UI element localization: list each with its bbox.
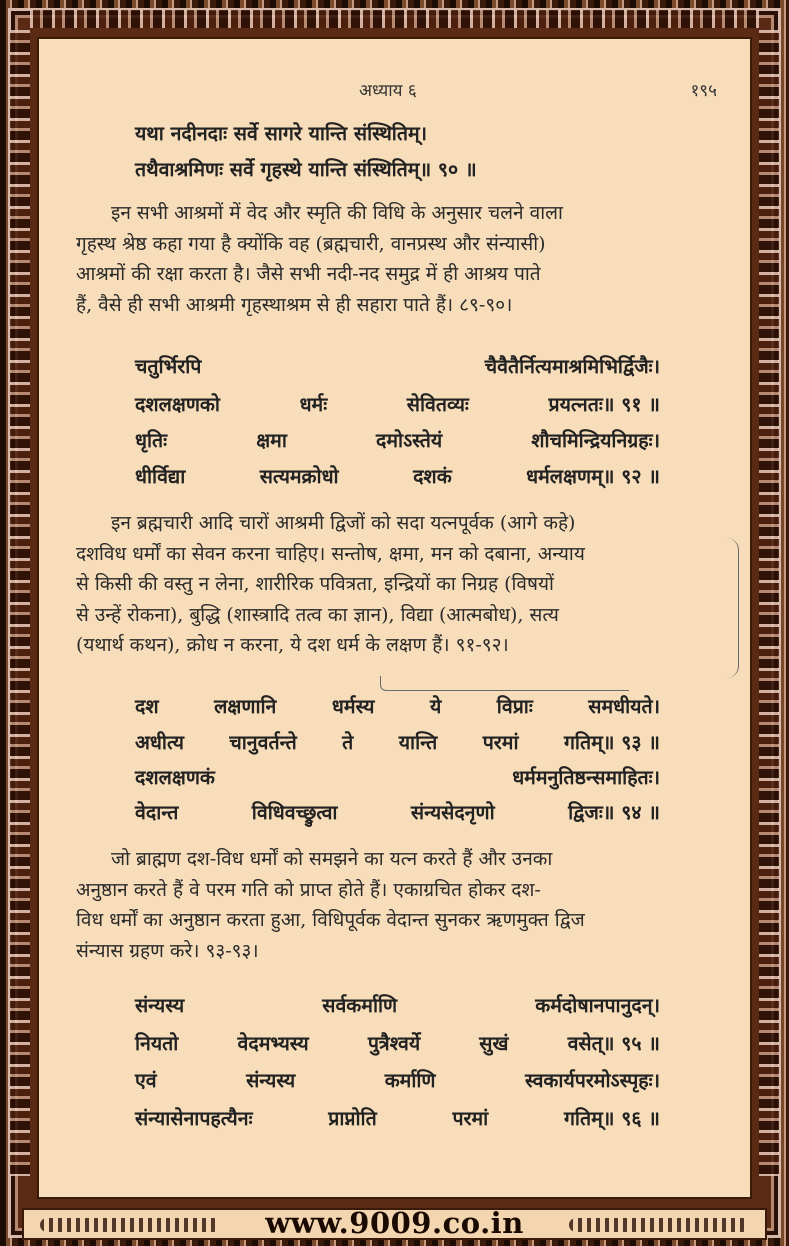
verse-word: परमां <box>482 731 519 754</box>
verse-word: प्राप्नोति <box>328 1107 377 1130</box>
verse-word: चतुर्भिरपि <box>135 355 202 378</box>
verse-word: समधीयते। <box>588 695 660 718</box>
verse-line <box>135 1034 660 1054</box>
verse-word: प्रयत्नतः॥ ९१ ॥ <box>548 393 660 416</box>
handwritten-underline <box>380 676 629 691</box>
prose-line: जो ब्राह्मण दश-विध धर्मों को समझने का यत्न करते हैं और उनका <box>111 848 553 870</box>
verse-word: दशलक्षणको <box>135 393 220 416</box>
prose-line: विध धर्मों का अनुष्ठान करता हुआ, विधिपूर्वक वेदान्त सुनकर ऋणमुक्त द्विज <box>76 909 585 931</box>
verse-line <box>135 996 660 1016</box>
verse-word: लक्षणानि <box>214 695 277 718</box>
prose-line: (यथार्थ कथन), क्रोध न करना, ये दश धर्म के लक्षण हैं। ९१-९२। <box>76 634 509 656</box>
page-header <box>37 78 752 102</box>
verse-word: सर्वकर्माणि <box>322 994 398 1017</box>
verse-word: सेवितव्यः <box>406 393 469 416</box>
verse-word: धर्मस्य <box>331 695 375 718</box>
verse-word: चानुवर्तन्ते <box>229 731 297 754</box>
handwritten-bracket <box>724 538 739 678</box>
verse-word: वेदान्त <box>135 801 179 824</box>
prose-line: अनुष्ठान करते हैं वे परम गति को प्राप्त होते हैं। एकाग्रचित होकर दश- <box>76 878 541 901</box>
prose-line: हैं, वैसे ही सभी आश्रमी गृहस्थाश्रम से ही सहारा पाते हैं। ८९-९०। <box>76 293 513 316</box>
verse-word: द्विजः॥ ९४ ॥ <box>568 801 660 824</box>
verse-line <box>135 395 660 415</box>
verse-word: सुखं <box>479 1032 509 1055</box>
verse-word: धीर्विद्या <box>135 465 186 488</box>
frame-ornament-top <box>30 10 759 28</box>
verse-word: ये <box>429 695 442 718</box>
verse-line <box>135 1071 660 1091</box>
commentary-paragraph <box>76 844 714 966</box>
frame-ornament-left <box>10 30 30 1176</box>
verse-line <box>135 357 660 377</box>
prose-line: गृहस्थ श्रेष्ठ कहा गया है क्योंकि वह (ब्रह्मचारी, वानप्रस्थ और संन्यासी) <box>76 232 546 255</box>
verse-word: विप्राः <box>496 695 533 718</box>
verse-line: तथैवाश्रमिणः सर्वे गृहस्थे यान्ति संस्थितिम्॥ ९० ॥ <box>135 158 477 181</box>
verse-word: ते <box>342 731 354 754</box>
verse-word: धर्मलक्षणम्॥ ९२ ॥ <box>526 465 660 488</box>
verse-word: सत्यमक्रोधो <box>259 465 339 488</box>
verse-word: दमोऽस्तेयं <box>376 429 443 452</box>
verse-line <box>135 768 660 788</box>
verse-word: धृतिः <box>135 429 168 452</box>
verse-word: वेदमभ्यस्य <box>237 1032 309 1055</box>
verse-word: धर्मः <box>299 393 328 416</box>
verse-word: स्वकार्यपरमोऽस्पृहः। <box>524 1069 660 1092</box>
frame-ornament-right <box>759 30 779 1176</box>
verse-line <box>135 733 660 753</box>
verse-word: गतिम्॥ ९३ ॥ <box>563 731 660 754</box>
verse-word: पुत्रैश्वर्ये <box>367 1032 421 1055</box>
verse-word: धर्ममनुतिष्ठन्समाहितः। <box>512 766 660 789</box>
verse-word: संन्यसेदनृणो <box>410 801 495 824</box>
verse-word: दशलक्षणकं <box>135 766 215 789</box>
prose-line: इन ब्रह्मचारी आदि चारों आश्रमी द्विजों को सदा यत्नपूर्वक (आगे कहे) <box>111 512 576 534</box>
verse-word: विधिवच्छ्रुत्वा <box>251 801 338 824</box>
prose-line: से उन्हें रोकना), बुद्धि (शास्त्रादि तत्व का ज्ञान), विद्या (आत्मबोध), सत्य <box>76 603 559 626</box>
verse-line <box>135 467 660 487</box>
verse-word: गतिम्॥ ९६ ॥ <box>563 1107 660 1130</box>
verse-word: संन्यस्य <box>246 1069 296 1092</box>
verse-word: यान्ति <box>398 731 438 754</box>
verse-word: क्षमा <box>256 429 287 452</box>
verse-line: यथा नदीनदाः सर्वे सागरे यान्ति संस्थितिम्। <box>135 122 428 145</box>
verse-word: चैवैतैर्नित्यमाश्रमिभिर्द्विजैः। <box>484 355 660 378</box>
prose-line: से किसी की वस्तु न लेना, शारीरिक पवित्रता, इन्द्रियों का निग्रह (विषयों <box>76 573 554 595</box>
verse-word: संन्यासेनापहत्यैनः <box>135 1107 253 1130</box>
verse-word: नियतो <box>135 1032 179 1055</box>
chapter-title: अध्याय ६ <box>359 81 417 101</box>
page-number: १९५ <box>690 81 717 101</box>
prose-line: इन सभी आश्रमों में वेद और स्मृति की विधि के अनुसार चलने वाला <box>111 202 563 224</box>
verse-word: वसेत्॥ ९५ ॥ <box>567 1032 660 1055</box>
verse-word: अधीत्य <box>135 731 184 754</box>
verse-word: शौचमिन्द्रियनिग्रहः। <box>531 429 660 452</box>
verse-word: संन्यस्य <box>135 994 185 1017</box>
website-url[interactable]: www.9009.co.in <box>265 1206 524 1240</box>
verse-word: दशकं <box>413 465 452 488</box>
prose-line: संन्यास ग्रहण करे। ९३-९३। <box>76 939 259 962</box>
commentary-paragraph <box>76 508 714 661</box>
prose-line: आश्रमों की रक्षा करता है। जैसे सभी नदी-नद समुद्र में ही आश्रय पाते <box>76 263 541 285</box>
prose-line: दशविध धर्मों का सेवन करना चाहिए। सन्तोष, क्षमा, मन को दबाना, अन्याय <box>76 542 585 565</box>
verse-line <box>135 803 660 823</box>
commentary-paragraph <box>76 198 714 320</box>
verse-word: कर्मदोषानपानुदन्। <box>535 994 660 1017</box>
verse-word: दश <box>135 695 159 718</box>
verse-word: एवं <box>135 1069 157 1092</box>
verse-line <box>135 697 660 717</box>
verse-line <box>135 431 660 451</box>
verse-line <box>135 1109 660 1129</box>
verse-word: कर्माणि <box>384 1069 436 1092</box>
verse-word: परमां <box>452 1107 489 1130</box>
